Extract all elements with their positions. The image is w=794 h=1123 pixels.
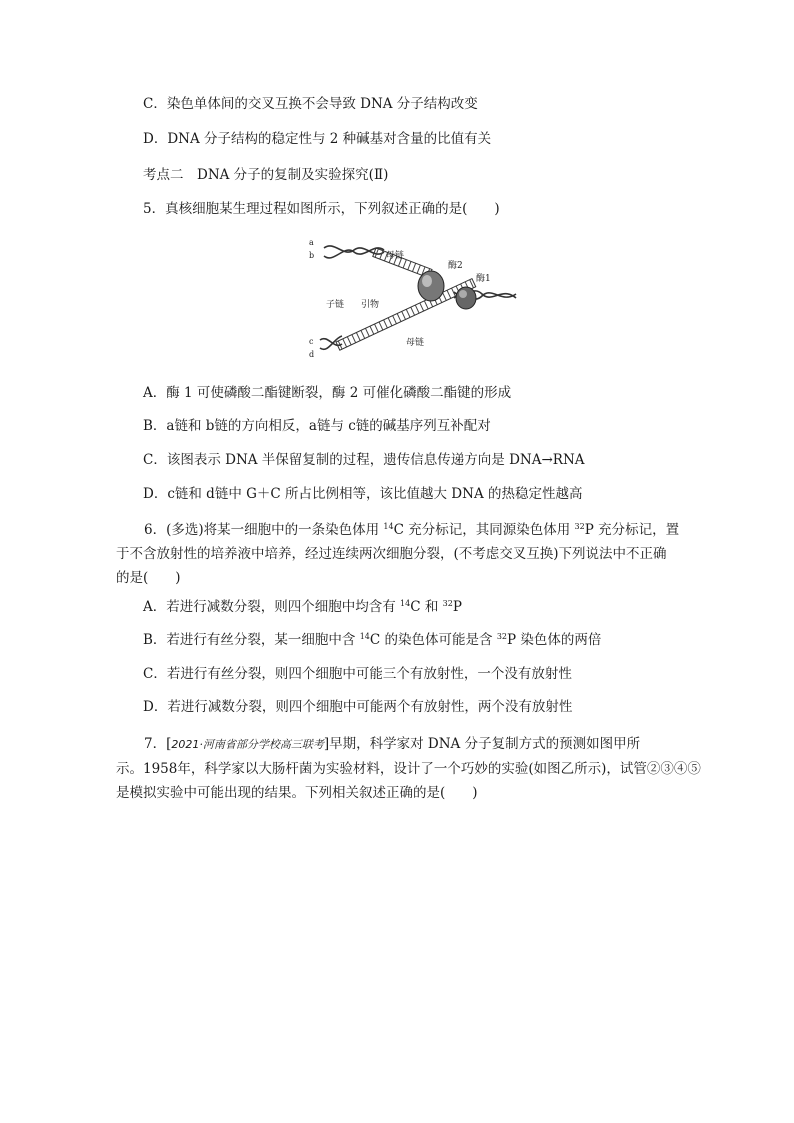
q6-option-a-sup14: 14 bbox=[400, 599, 411, 608]
label-enzyme-2: 酶2 bbox=[448, 261, 463, 271]
dna-replication-figure bbox=[306, 236, 522, 360]
label-c: c bbox=[309, 337, 314, 346]
q5-option-a: A．酶 1 可使磷酸二酯键断裂，酶 2 可催化磷酸二酯键的形成 bbox=[143, 385, 512, 401]
q6-option-a-text3: P bbox=[452, 599, 462, 615]
label-a: a bbox=[309, 238, 314, 247]
q5-stem: 5．真核细胞某生理过程如图所示，下列叙述正确的是( ) bbox=[143, 201, 500, 217]
q6-option-d: D．若进行减数分裂，则四个细胞中可能两个有放射性，两个没有放射性 bbox=[143, 699, 573, 715]
q7-stem-part1: 7．[ bbox=[144, 736, 172, 752]
enzyme-2-highlight bbox=[422, 275, 432, 287]
label-mother-strand-1: 母链 bbox=[386, 251, 405, 261]
enzyme-1-shape bbox=[456, 287, 476, 309]
q6-option-b-text: B．若进行有丝分裂，某一细胞中含 bbox=[143, 632, 360, 648]
q5-option-d: D．c链和 d链中 G＋C 所占比例相等，该比值越大 DNA 的热稳定性越高 bbox=[143, 486, 583, 502]
q4-option-c: C．染色单体间的交叉互换不会导致 DNA 分子结构改变 bbox=[143, 96, 478, 112]
q6-stem-line3: 的是( ) bbox=[116, 570, 181, 586]
label-enzyme-1: 酶1 bbox=[476, 274, 491, 284]
q6-stem bbox=[116, 518, 680, 590]
q7-stem bbox=[116, 732, 701, 805]
q7-stem-line2: 示。1958年，科学家以大肠杆菌为实验材料，设计了一个巧妙的实验(如图乙所示)，试管②③④⑤ bbox=[116, 761, 701, 777]
q4-option-d: D．DNA 分子结构的稳定性与 2 种碱基对含量的比值有关 bbox=[143, 131, 492, 147]
q6-option-b-sup14: 14 bbox=[359, 632, 370, 641]
section-heading: 考点二 DNA 分子的复制及实验探究(Ⅱ) bbox=[143, 167, 389, 183]
q6-sup-32: 32 bbox=[574, 522, 585, 531]
label-primer: 引物 bbox=[361, 300, 380, 310]
q6-option-a bbox=[143, 597, 462, 617]
q7-source: 2021·河南省部分学校高三联考 bbox=[171, 738, 324, 751]
q5-option-b: B．a链和 b链的方向相反，a链与 c链的碱基序列互补配对 bbox=[143, 418, 491, 434]
q6-option-c: C．若进行有丝分裂，则四个细胞中可能三个有放射性，一个没有放射性 bbox=[143, 666, 572, 682]
q6-option-b-text2: C 的染色体可能是含 bbox=[369, 632, 497, 648]
q6-option-b-sup32: 32 bbox=[496, 632, 508, 641]
q6-option-b-text3: P 染色体的两倍 bbox=[507, 632, 602, 648]
enzyme-1-highlight bbox=[459, 290, 467, 298]
q6-stem-part2: C 充分标记，其同源染色体用 bbox=[393, 522, 575, 538]
q5-option-c: C．该图表示 DNA 半保留复制的过程，遗传信息传递方向是 DNA→RNA bbox=[143, 452, 585, 468]
q6-stem-line2: 于不含放射性的培养液中培养，经过连续两次细胞分裂，(不考虑交叉互换)下列说法中不正确 bbox=[116, 546, 667, 562]
label-b: b bbox=[309, 251, 315, 260]
label-d: d bbox=[309, 350, 315, 359]
q6-option-a-text: A．若进行减数分裂，则四个细胞中均含有 bbox=[143, 599, 401, 615]
q6-option-a-text2: C 和 bbox=[410, 599, 443, 615]
q6-sup-14: 14 bbox=[383, 522, 394, 531]
q6-stem-part1: 6．(多选)将某一细胞中的一条染色体用 bbox=[144, 522, 384, 538]
label-daughter-strand: 子链 bbox=[326, 300, 345, 310]
q7-stem-line3: 是模拟实验中可能出现的结果。下列相关叙述正确的是( ) bbox=[116, 785, 478, 801]
q6-stem-part3: P 充分标记，置 bbox=[584, 522, 680, 538]
enzyme-2-shape bbox=[418, 271, 444, 301]
q6-option-a-sup32: 32 bbox=[442, 599, 453, 608]
q6-option-b bbox=[143, 630, 601, 650]
q7-stem-part2: ]早期，科学家对 DNA 分子复制方式的预测如图甲所 bbox=[323, 736, 641, 752]
label-mother-strand-2: 母链 bbox=[406, 338, 425, 348]
